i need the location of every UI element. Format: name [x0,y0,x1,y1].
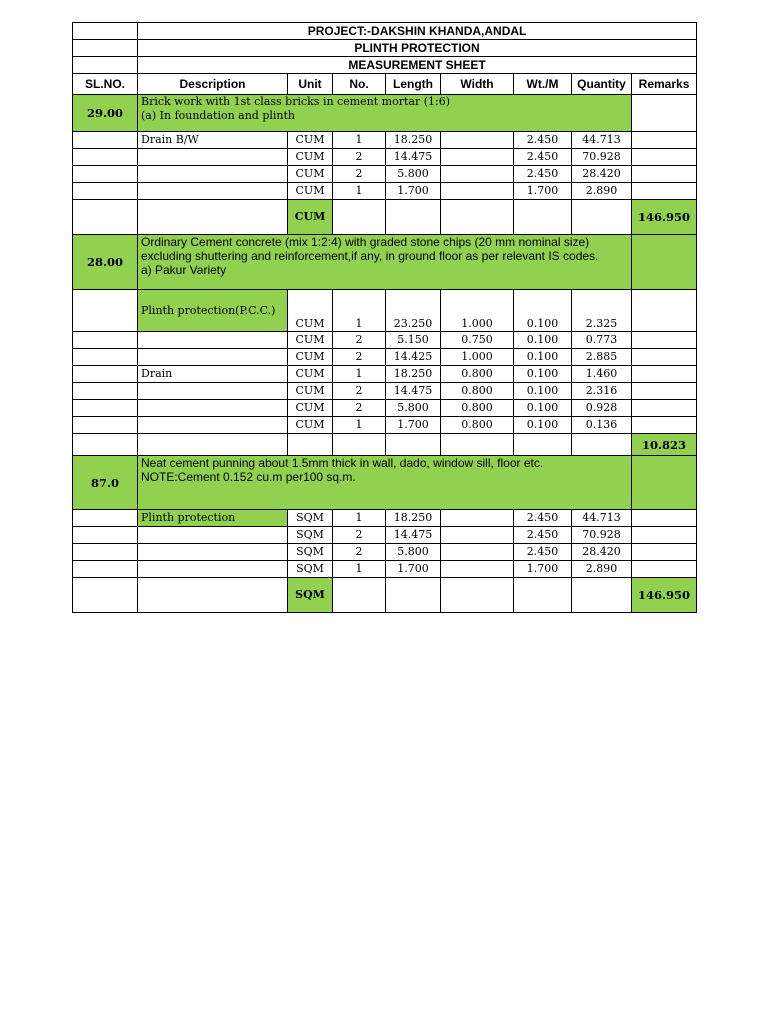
cell-unit: SQM [288,561,333,578]
sheet-title: MEASUREMENT SHEET [138,57,697,74]
cell-length: 5.800 [386,400,441,417]
cell-quantity: 2.316 [572,383,632,400]
table-row [73,417,697,434]
table-row [73,183,697,200]
subject-row [73,40,697,57]
cell-wtm: 0.100 [514,400,572,417]
cell-width: 1.000 [441,349,514,366]
cell-quantity: 0.928 [572,400,632,417]
cell-length: 23.250 [386,290,441,332]
col-header-wtm: Wt./M [514,74,572,95]
total-row [73,200,697,235]
cell-wtm: 0.100 [514,383,572,400]
cell-wtm: 0.100 [514,349,572,366]
group-label: Drain [138,366,288,383]
cell-quantity: 0.136 [572,417,632,434]
item-sl-no: 28.00 [73,235,138,290]
item-description [138,95,632,132]
sheet-title-row [73,57,697,74]
cell-wtm: 2.450 [514,166,572,183]
cell-length: 14.475 [386,383,441,400]
cell-unit: SQM [288,510,333,527]
cell-width [441,132,514,149]
cell-no: 1 [333,510,386,527]
cell-length: 14.475 [386,527,441,544]
cell-width [441,561,514,578]
total-row [73,578,697,613]
cell-unit: CUM [288,400,333,417]
cell-unit: CUM [288,290,333,332]
cell-no: 1 [333,290,386,332]
item-header-row [73,95,697,132]
table-row [73,383,697,400]
item-description-line: excluding shuttering and reinforcement,if any, in ground floor as per relevant IS codes. [141,249,599,263]
cell-length: 18.250 [386,132,441,149]
total-value: 10.823 [632,434,697,456]
cell-width [441,149,514,166]
cell-length: 5.150 [386,332,441,349]
table-row [73,332,697,349]
table-row [73,166,697,183]
cell-width: 0.800 [441,383,514,400]
cell-unit: CUM [288,132,333,149]
group-label: Plinth protection [138,510,288,527]
group-label: Plinth protection(P.C.C.) [138,290,288,332]
cell-width: 1.000 [441,290,514,332]
cell-length: 14.425 [386,349,441,366]
table-row [73,366,697,383]
cell-width: 0.800 [441,400,514,417]
cell-unit: CUM [288,166,333,183]
cell-wtm: 0.100 [514,417,572,434]
cell-no: 1 [333,417,386,434]
item-sl-no: 87.0 [73,456,138,510]
subject-title: PLINTH PROTECTION [138,40,697,57]
total-row [73,434,697,456]
cell-no: 2 [333,383,386,400]
cell-no: 2 [333,166,386,183]
cell-quantity: 2.890 [572,561,632,578]
column-header-row [73,74,697,95]
title-row [73,23,697,40]
cell-length: 1.700 [386,183,441,200]
cell-wtm: 1.700 [514,561,572,578]
col-header-remarks: Remarks [632,74,697,95]
cell-quantity: 1.460 [572,366,632,383]
cell-wtm: 2.450 [514,149,572,166]
item-description-line: a) Pakur Variety [141,263,227,277]
cell-no: 2 [333,527,386,544]
total-value: 146.950 [632,200,697,235]
cell-wtm: 0.100 [514,366,572,383]
cell-wtm: 1.700 [514,183,572,200]
group-label: Drain B/W [138,132,288,149]
item-description [138,235,632,290]
table-row [73,510,697,527]
col-header-length: Length [386,74,441,95]
cell-width: 0.800 [441,417,514,434]
cell-unit: CUM [288,349,333,366]
cell-wtm: 0.100 [514,290,572,332]
cell-unit: CUM [288,149,333,166]
cell-no: 2 [333,332,386,349]
total-value: 146.950 [632,578,697,613]
cell-width [441,544,514,561]
table-row [73,149,697,166]
item-description-line: Ordinary Cement concrete (mix 1:2:4) with graded stone chips (20 mm nominal size) [141,235,590,249]
cell-unit: CUM [288,183,333,200]
item-header-row [73,456,697,510]
col-header-unit: Unit [288,74,333,95]
item-description-line: Brick work with 1st class bricks in cement mortar (1:6) [141,95,450,108]
cell-wtm: 0.100 [514,332,572,349]
table-row [73,132,697,149]
col-header-no: No. [333,74,386,95]
cell-unit: CUM [288,417,333,434]
cell-length: 18.250 [386,366,441,383]
total-unit: CUM [288,200,333,235]
table-row [73,400,697,417]
cell-quantity: 44.713 [572,510,632,527]
cell-unit: SQM [288,527,333,544]
cell-width [441,183,514,200]
cell-quantity: 2.890 [572,183,632,200]
table-row [73,561,697,578]
cell-quantity: 28.420 [572,166,632,183]
item-sl-no: 29.00 [73,95,138,132]
cell-no: 2 [333,149,386,166]
cell-wtm: 2.450 [514,527,572,544]
cell-length: 14.475 [386,149,441,166]
cell-width [441,166,514,183]
item-description-line: Neat cement punning about 1.5mm thick in wall, dado, window sill, floor etc. [141,456,544,470]
cell-length: 5.800 [386,166,441,183]
cell-width [441,527,514,544]
cell-unit: CUM [288,332,333,349]
cell-no: 1 [333,132,386,149]
cell-quantity: 70.928 [572,149,632,166]
project-title: PROJECT:-DAKSHIN KHANDA,ANDAL [138,23,697,40]
cell-no: 1 [333,561,386,578]
cell-length: 1.700 [386,561,441,578]
col-header-description: Description [138,74,288,95]
total-unit: SQM [288,578,333,613]
cell-wtm: 2.450 [514,510,572,527]
table-row [73,544,697,561]
cell-quantity: 2.325 [572,290,632,332]
cell-no: 1 [333,366,386,383]
item-description-line: (a) In foundation and plinth [141,109,296,122]
table-row [73,527,697,544]
measurement-sheet-table [72,22,697,613]
cell-wtm: 2.450 [514,544,572,561]
cell-no: 2 [333,349,386,366]
cell-quantity: 28.420 [572,544,632,561]
cell-quantity: 0.773 [572,332,632,349]
col-header-quantity: Quantity [572,74,632,95]
cell-length: 5.800 [386,544,441,561]
cell-no: 1 [333,183,386,200]
col-header-slno: SL.NO. [73,74,138,95]
cell-length: 18.250 [386,510,441,527]
cell-no: 2 [333,400,386,417]
cell-width: 0.750 [441,332,514,349]
cell-no: 2 [333,544,386,561]
col-header-width: Width [441,74,514,95]
cell-unit: CUM [288,366,333,383]
table-row [73,349,697,366]
item-header-row [73,235,697,290]
item-description [138,456,632,510]
cell-quantity: 70.928 [572,527,632,544]
cell-width [441,510,514,527]
group-row [73,290,697,332]
cell-width: 0.800 [441,366,514,383]
cell-wtm: 2.450 [514,132,572,149]
cell-quantity: 2.885 [572,349,632,366]
cell-quantity: 44.713 [572,132,632,149]
cell-unit: CUM [288,383,333,400]
cell-length: 1.700 [386,417,441,434]
cell-unit: SQM [288,544,333,561]
item-description-line: NOTE:Cement 0.152 cu.m per100 sq.m. [141,470,356,484]
